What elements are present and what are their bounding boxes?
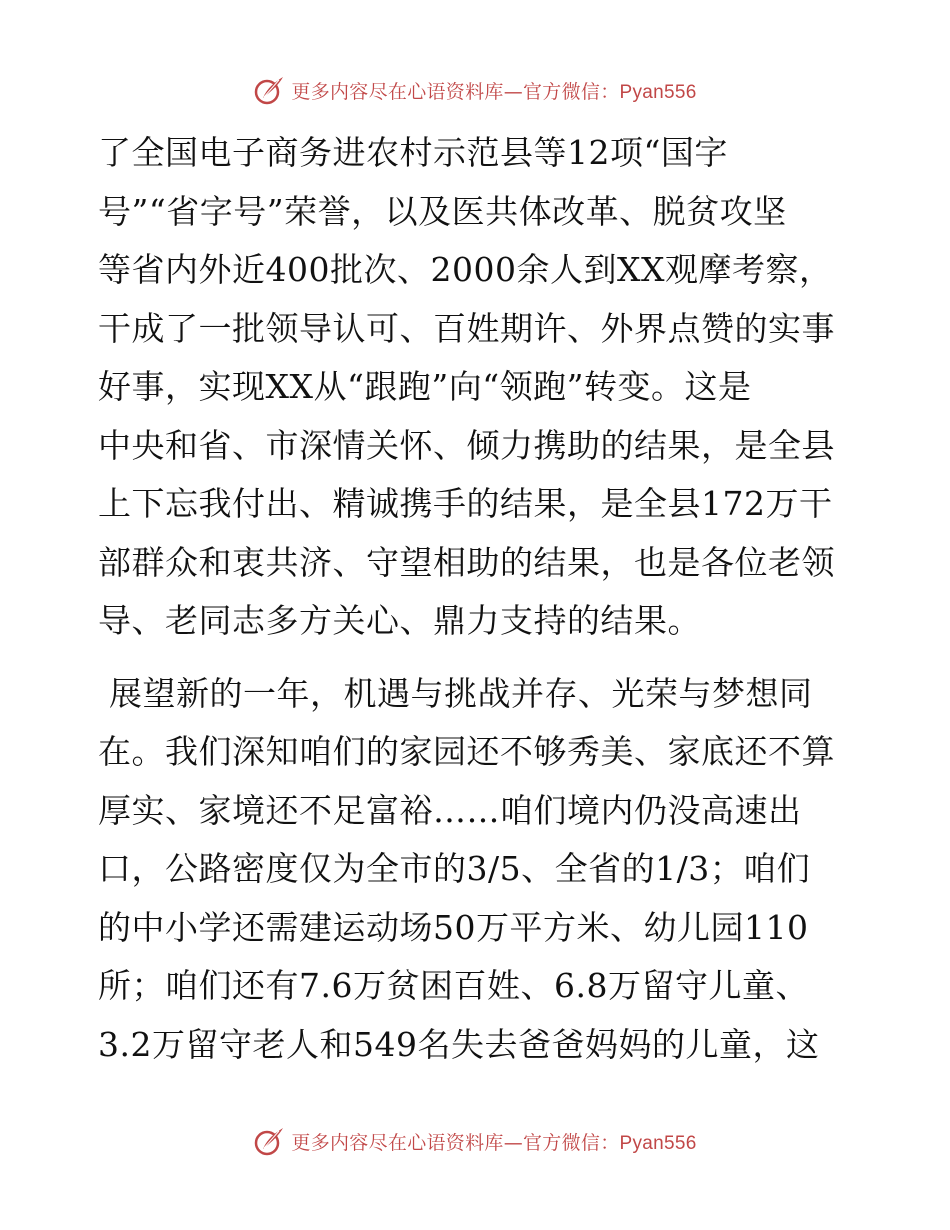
watermark-text (291, 77, 696, 104)
text-line: 3.2万留守老人和549名失去爸爸妈妈的儿童，这 (98, 1024, 820, 1064)
text-line: 好事，实现XX从“跟跑”向“领跑”转变。这是 (98, 367, 752, 406)
header-watermark-banner (0, 70, 950, 110)
wechat-id: Pyan556 (619, 81, 697, 103)
text-line: 所；咱们还有7.6万贫困百姓、6.8万留守儿童、 (98, 966, 809, 1005)
paragraph-1 (98, 124, 858, 651)
text-line: 的中小学还需建运动场50万平方米、幼儿园110 (98, 907, 809, 947)
text-line: 口，公路密度仅为全市的3/5、全省的1/3；咱们 (98, 849, 811, 888)
watermark-label: 更多内容尽在心语资料库—官方微信： (291, 1131, 620, 1154)
document-body (98, 124, 858, 1074)
text-line: 了全国电子商务进农村示范县等12项“国字 (98, 133, 728, 172)
footer-watermark-banner (0, 1121, 950, 1161)
wechat-id: Pyan556 (619, 1132, 697, 1154)
feather-pen-circle-icon (253, 74, 285, 106)
text-line: 等省内外近400批次、2000余人到XX观摩考察， (98, 250, 833, 289)
watermark-text (291, 1128, 696, 1155)
text-line: 上下忘我付出、精诚携手的结果，是全县172万干 (98, 484, 833, 523)
text-line: 中央和省、市深情关怀、倾力携助的结果，是全县 (98, 425, 835, 465)
text-line: 号”“省字号”荣誉，以及医共体改革、脱贫攻坚 (98, 191, 787, 231)
paragraph-2 (98, 665, 858, 1075)
feather-pen-circle-icon (253, 1125, 285, 1157)
text-line: 厚实、家境还不足富裕……咱们境内仍没高速出 (98, 790, 802, 830)
paragraph-gap (98, 651, 858, 665)
watermark-label: 更多内容尽在心语资料库—官方微信： (291, 80, 620, 103)
text-line: 干成了一批领导认可、百姓期许、外界点赞的实事 (98, 308, 835, 348)
text-line: 导、老同志多方关心、鼎力支持的结果。 (98, 601, 701, 640)
text-line: 部群众和衷共济、守望相助的结果，也是各位老领 (98, 542, 835, 582)
text-line: 在。我们深知咱们的家园还不够秀美、家底还不算 (98, 732, 835, 771)
text-line: 展望新的一年，机遇与挑战并存、光荣与梦想同 (98, 673, 813, 713)
